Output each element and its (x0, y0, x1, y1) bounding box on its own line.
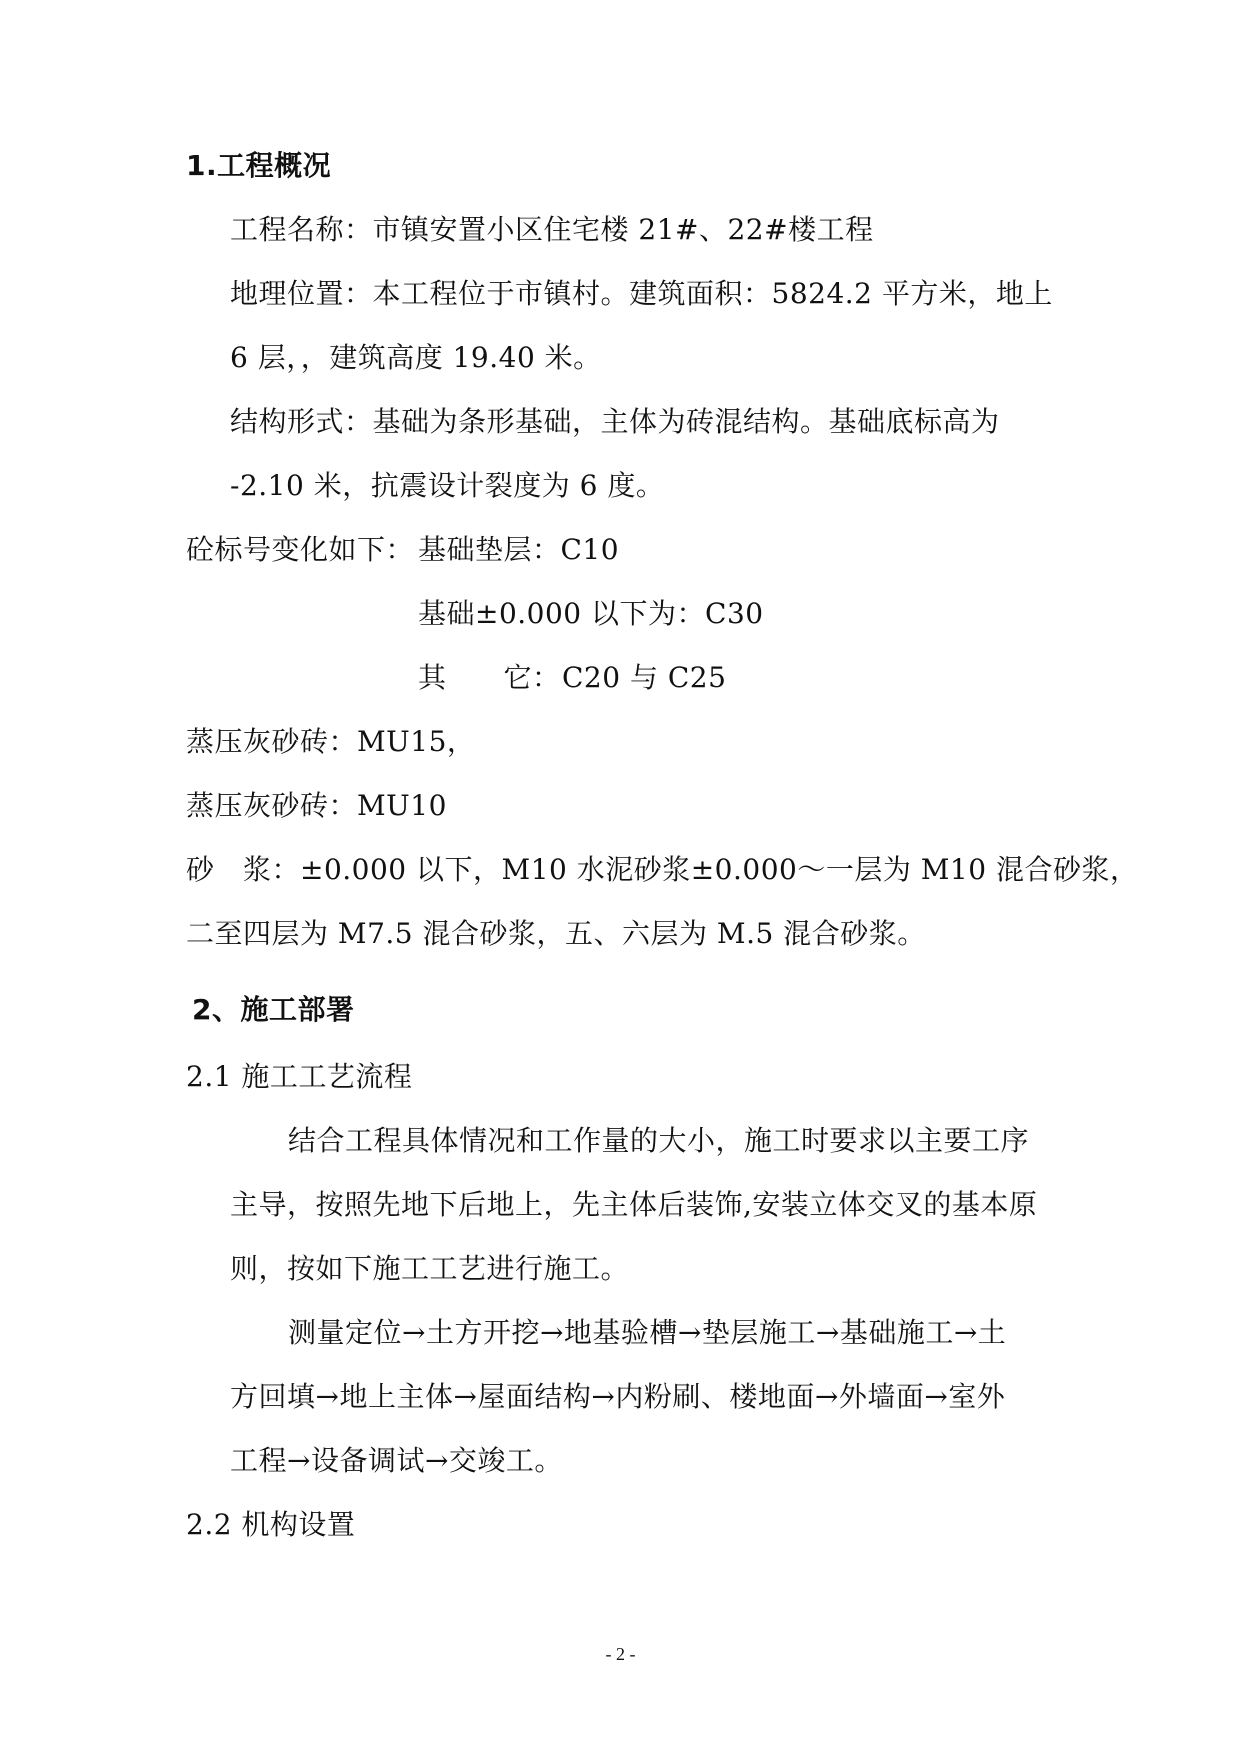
process-paragraph-line3: 则，按如下施工工艺进行施工。 (230, 1252, 630, 1285)
brick-spec-1: 蒸压灰砂砖：MU15， (186, 725, 476, 758)
project-name-text: 工程名称：市镇安置小区住宅楼 21#、22#楼工程 (230, 213, 874, 246)
subsection-2-2-title: 2.2 机构设置 (186, 1508, 356, 1541)
page-number: - 2 - (605, 1644, 636, 1664)
location-text-line1: 地理位置：本工程位于市镇村。建筑面积：5824.2 平方米，地上 (230, 277, 1053, 310)
process-paragraph-line2: 主导，按照先地下后地上，先主体后装饰,安装立体交叉的基本原 (230, 1188, 1038, 1221)
section-2-heading: 2、施工部署 (192, 993, 355, 1026)
subsection-2-1-title: 2.1 施工工艺流程 (186, 1060, 413, 1093)
process-flow-line3: 工程→设备调试→交竣工。 (230, 1444, 563, 1477)
brick-spec-2: 蒸压灰砂砖：MU10 (186, 789, 447, 822)
mortar-text-line1: 砂 浆：±0.000 以下，M10 水泥砂浆±0.000～一层为 M10 混合砂浆， (186, 853, 1139, 886)
section-1-heading: 1.工程概况 (186, 149, 332, 182)
structure-text-line1: 结构形式：基础为条形基础，主体为砖混结构。基础底标高为 (230, 405, 1000, 438)
concrete-grade-item-1: 基础垫层：C10 (418, 533, 620, 566)
location-text-line2: 6 层，，建筑高度 19.40 米。 (230, 341, 602, 374)
process-flow-line1: 测量定位→土方开挖→地基验槽→垫层施工→基础施工→土 (288, 1316, 1007, 1349)
concrete-grade-item-3-value: C20 与 C25 (562, 661, 727, 694)
concrete-grade-label: 砼标号变化如下： (186, 533, 415, 566)
concrete-grade-item-3-key: 其 它： (418, 661, 561, 694)
structure-text-line2: -2.10 米，抗震设计裂度为 6 度。 (230, 469, 665, 502)
process-paragraph-line1: 结合工程具体情况和工作量的大小，施工时要求以主要工序 (288, 1124, 1030, 1157)
concrete-grade-item-2: 基础±0.000 以下为：C30 (418, 597, 764, 630)
mortar-text-line2: 二至四层为 M7.5 混合砂浆，五、六层为 M.5 混合砂浆。 (186, 917, 926, 950)
process-flow-line2: 方回填→地上主体→屋面结构→内粉刷、楼地面→外墙面→室外 (230, 1380, 1006, 1413)
